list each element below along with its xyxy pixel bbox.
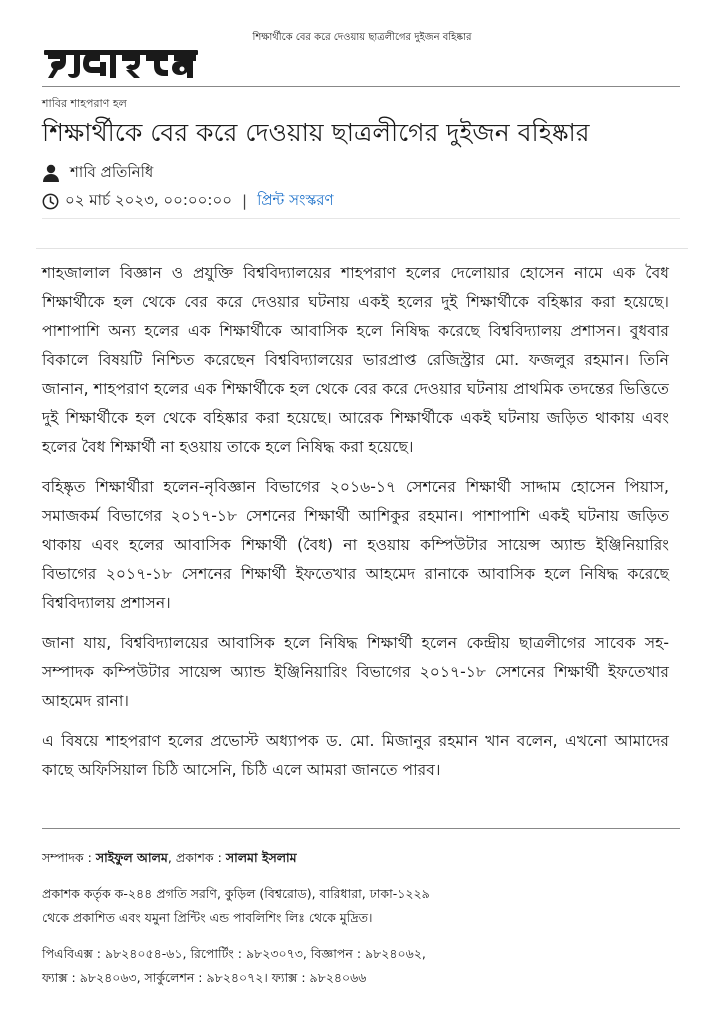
footer-address-line: প্রকাশক কর্তৃক ক-২৪৪ প্রগতি সরণি, কুড়িল (বিশ্বরোড), বারিধারা, ঢাকা-১২২৯ — [42, 886, 430, 901]
article-paragraph: শাহজালাল বিজ্ঞান ও প্রযুক্তি বিশ্ববিদ্যালয়ের শাহপরাণ হলের দেলোয়ার হোসেন নামে এক বৈধ শিক্ষার্থীকে হল থেকে বের করে দেওয়ার ঘটনায় একই হলের দুই শিক্ষার্থীকে বহিষ্কার করা হয়েছে। পাশাপাশি অন্য হলের এক শিক্ষার্থীকে আবাসিক হলে নিষিদ্ধ করেছে বিশ্ববিদ্যালয় প্রশাসন। বুধবার বিকালে বিষয়টি নিশ্চিত করেছেন বিশ্ববিদ্যালয়ের ভারপ্রাপ্ত রেজিস্ট্রার মো. ফজলুর রহমান। তিনি জানান, শাহপরাণ হলের এক শিক্ষার্থীকে হল থেকে বের করে দেওয়ার ঘটনায় প্রাথমিক তদন্তের ভিত্তিতে দুই শিক্ষার্থীকে হল থেকে বহিষ্কার করা হয়েছে। আরেক শিক্ষার্থীকে একই ঘটনায় জড়িত থাকায় এবং হলের বৈধ শিক্ষার্থী না হওয়ায় তাকে হলে নিষিদ্ধ করা হয়েছে। — [42, 264, 669, 456]
user-icon — [42, 164, 60, 182]
footer-divider — [42, 828, 680, 829]
footer-address-line: থেকে প্রকাশিত এবং যমুনা প্রিন্টিং এন্ড পাবলিশিং লিঃ থেকে মুদ্রিত। — [42, 910, 373, 925]
article-body — [42, 259, 669, 796]
author-name: শাবি প্রতিনিধি — [70, 162, 154, 181]
footer-contact-line: পিএবিএক্স : ৯৮২৪০৫৪-৬১, রিপোর্টিং : ৯৮২৩০৭৩, বিজ্ঞাপন : ৯৮২৪০৬২, — [42, 946, 426, 961]
article-paragraph: জানা যায়, বিশ্ববিদ্যালয়ের আবাসিক হলে নিষিদ্ধ শিক্ষার্থী হলেন কেন্দ্রীয় ছাত্রলীগের সাবেক সহ-সম্পাদক কম্পিউটার সায়েন্স অ্যান্ড ইঞ্জিনিয়ারিং বিভাগের ২০১৭-১৮ সেশনের শিক্ষার্থী ইফতেখার আহমেদ রানা। — [42, 634, 669, 710]
section-label[interactable]: শাবির শাহপরাণ হল — [42, 97, 127, 110]
editor-name: সাইফুল আলম — [95, 850, 168, 865]
footer-imprint — [42, 846, 682, 990]
content-divider — [36, 248, 688, 249]
meta-separator: | — [242, 192, 248, 210]
article-paragraph: বহিষ্কৃত শিক্ষার্থীরা হলেন-নৃবিজ্ঞান বিভাগের ২০১৬-১৭ সেশনের শিক্ষার্থী সাদ্দাম হোসেন পিয়াস, সমাজকর্ম বিভাগের ২০১৭-১৮ সেশনের শিক্ষার্থী আশিকুর রহমান। পাশাপাশি একই ঘটনায় জড়িত থাকায় এবং হলের আবাসিক শিক্ষার্থী (বৈধ) না হওয়ায় কম্পিউটার সায়েন্স অ্যান্ড ইঞ্জিনিয়ারিং বিভাগের ২০১৭-১৮ সেশনের শিক্ষার্থী ইফতেখার আহমেদ রানাকে আবাসিক হলে নিষিদ্ধ করেছে বিশ্ববিদ্যালয় প্রশাসন। — [42, 478, 669, 612]
site-logo[interactable] — [42, 46, 202, 82]
publish-datetime: ০২ মার্চ ২০২৩, ০০:০০:০০ — [65, 190, 232, 209]
article-paragraph: এ বিষয়ে শাহপরাণ হলের প্রভোস্ট অধ্যাপক ড. মো. মিজানুর রহমান খান বলেন, এখনো আমাদের কাছে অফিসিয়াল চিঠি আসেনি, চিঠি এলে আমরা জানতে পারব। — [42, 732, 669, 779]
article-meta — [42, 190, 334, 212]
clock-icon — [42, 193, 59, 210]
footer-credits — [42, 846, 682, 870]
author-byline — [42, 162, 153, 184]
editor-label: সম্পাদক : — [42, 850, 96, 865]
footer-contact-line: ফ্যাক্স : ৯৮২৪০৬৩, সার্কুলেশন : ৯৮২৪০৭২। ফ্যাক্স : ৯৮২৪০৬৬ — [42, 970, 367, 985]
masthead-divider — [42, 86, 680, 87]
publisher-name: সালমা ইসলাম — [225, 850, 297, 865]
page-top-title: শিক্ষার্থীকে বের করে দেওয়ায় ছাত্রলীগের দুইজন বহিষ্কার — [252, 32, 472, 43]
print-edition-link[interactable]: প্রিন্ট সংস্করণ — [257, 190, 334, 209]
logo-wordmark-icon — [42, 46, 202, 82]
publisher-label: , প্রকাশক : — [167, 850, 226, 865]
meta-divider — [42, 218, 680, 219]
article-headline: শিক্ষার্থীকে বের করে দেওয়ায় ছাত্রলীগের দুইজন বহিষ্কার — [42, 118, 590, 147]
